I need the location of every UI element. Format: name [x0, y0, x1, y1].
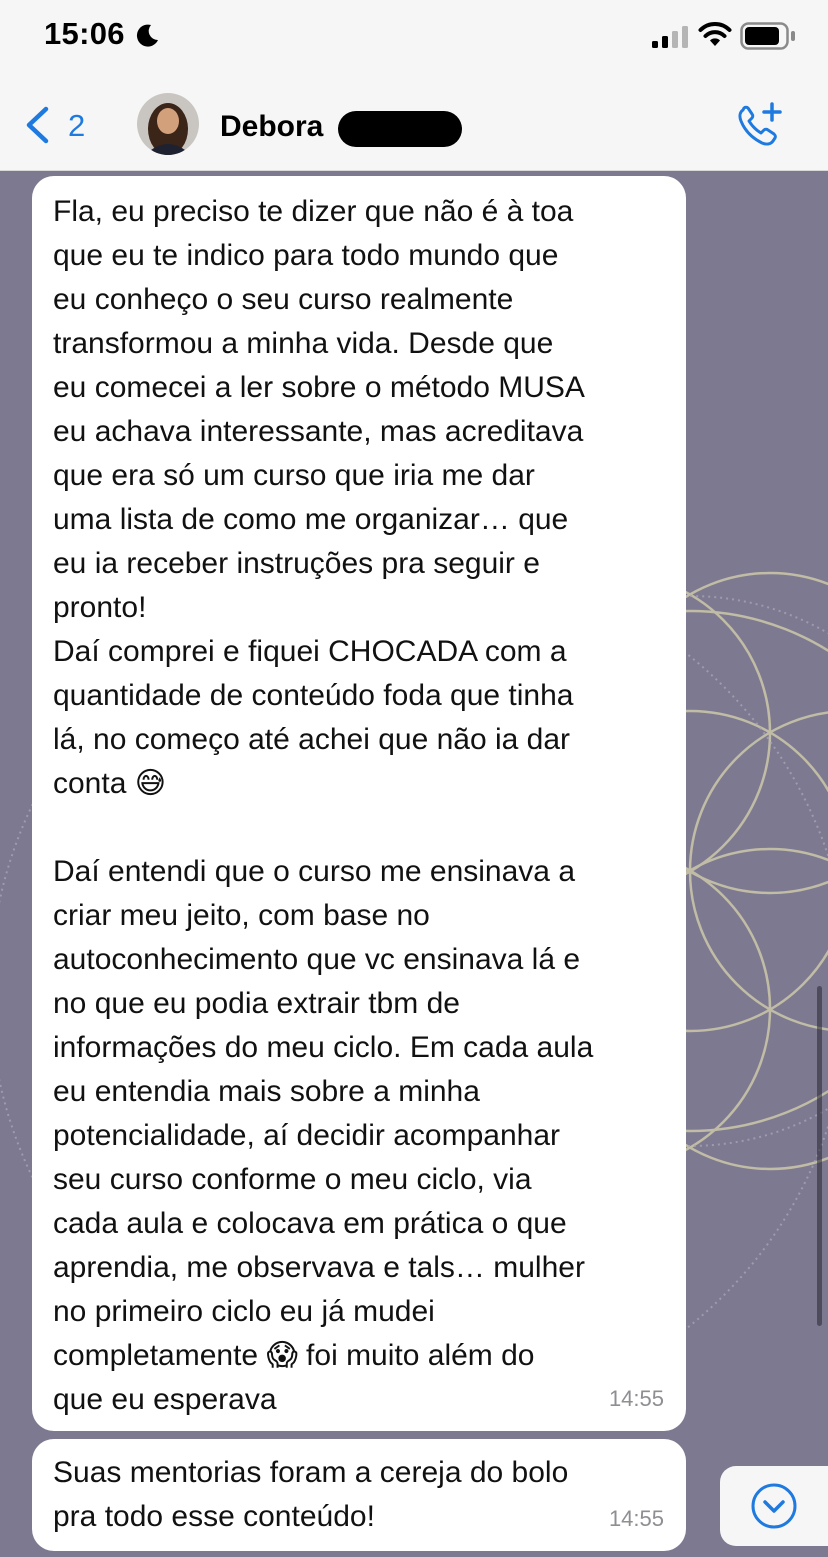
message-timestamp: 14:55	[608, 1506, 664, 1531]
cellular-signal-icon	[652, 26, 690, 48]
message-timestamp: 14:55	[608, 1386, 664, 1411]
back-unread-count[interactable]: 2	[68, 108, 86, 143]
chat-header	[0, 78, 828, 171]
wifi-icon	[698, 20, 732, 48]
scroll-to-bottom-button[interactable]	[720, 1466, 828, 1546]
add-call-icon[interactable]	[734, 100, 786, 152]
contact-name[interactable]: Debora	[220, 110, 324, 143]
avatar[interactable]	[137, 93, 199, 155]
redacted-surname	[338, 111, 462, 147]
chevron-down-circle-icon	[750, 1482, 798, 1530]
moon-icon	[134, 22, 160, 48]
message-bubble[interactable]	[32, 176, 686, 1431]
status-bar	[0, 0, 828, 78]
scrollbar[interactable]	[817, 986, 822, 1326]
battery-icon	[740, 22, 796, 50]
message-text: Fla, eu preciso te dizer que não é à toa que eu te indico para todo mundo que eu conheço o seu curso realmente transformou a minha vida. Desde que eu comecei a ler sobre o método MUSA eu achava interessante, mas acreditava que era só um curso que iria me dar uma lista de como me organizar… que eu ia receber instruções pra seguir e pronto! Daí comprei e fiquei CHOCADA com a quantidade de conteúdo foda que tinha lá, no começo até achei que não ia dar conta 😅 Daí entendi que o curso me ensinava a criar meu jeito, com base no autoconhecimento que vc ensinava lá e no que eu podia extrair tbm de informações do meu ciclo. Em cada aula eu entendia mais sobre a minha potencialidade, aí decidir acompanhar seu curso conforme o meu ciclo, via cada aula e colocava em prática o que aprendia, me observava e tals… mulher no primeiro ciclo eu já mudei completamente 😱 foi muito além do que eu esperava	[53, 195, 594, 1416]
chevron-left-icon[interactable]	[24, 106, 50, 144]
chat-area[interactable]	[0, 171, 828, 1557]
message-bubble[interactable]	[32, 1439, 686, 1551]
message-text: Suas mentorias foram a cereja do bolo pra todo esse conteúdo!	[53, 1456, 569, 1533]
status-time: 15:06	[44, 16, 125, 51]
